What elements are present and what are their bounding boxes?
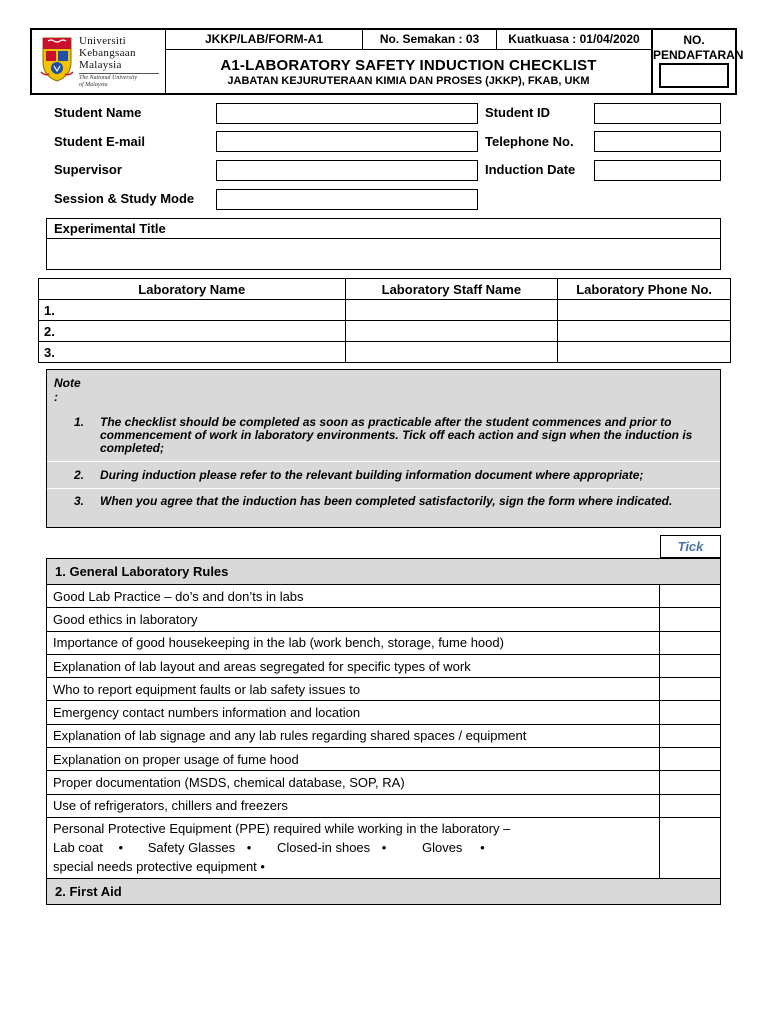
bullet-icon: • [246, 839, 252, 855]
tagline-line: The National University [79, 75, 137, 81]
experimental-title-label: Experimental Title [47, 219, 720, 239]
tick-cell[interactable] [660, 748, 721, 771]
lab-phone-cell[interactable] [558, 300, 731, 321]
note-divider [47, 461, 720, 462]
checklist-table [46, 558, 721, 905]
note-number: 2. [74, 468, 85, 482]
checklist-item: Explanation of lab signage and any lab rules regarding shared spaces / equipment [47, 724, 660, 747]
note-title-line: : [54, 390, 58, 404]
checklist-row [47, 724, 721, 747]
session-mode-field[interactable] [216, 189, 478, 210]
tick-column-header: Tick [660, 535, 721, 558]
form-code: JKKP/LAB/FORM-A1 [166, 30, 363, 50]
tick-cell[interactable] [660, 631, 721, 654]
registration-cell [653, 30, 744, 93]
lab-phone-cell[interactable] [558, 321, 731, 342]
registration-label [653, 33, 744, 63]
lab-name-header: Laboratory Name [39, 279, 346, 300]
ppe-option-closed-shoes: Closed-in shoes [276, 839, 371, 855]
form-subtitle: JABATAN KEJURUTERAAN KIMIA DAN PROSES (JKKP), FKAB, UKM [227, 75, 590, 87]
student-name-label: Student Name [54, 105, 142, 120]
note-text: The checklist should be completed as soon as practicable after the student commences and prior to commencement of work in laboratory environments. Tick off each action and sign when the induction is completed; [100, 415, 693, 455]
lab-name-cell[interactable]: 1. [39, 300, 346, 321]
ppe-options [53, 838, 653, 857]
ppe-option-gloves: Gloves [421, 839, 463, 855]
section-general-rules: 1. General Laboratory Rules [47, 559, 721, 585]
note-number: 3. [74, 494, 85, 508]
supervisor-field[interactable] [216, 160, 478, 181]
tick-cell[interactable] [660, 771, 721, 794]
checklist-row [47, 771, 721, 794]
lab-staff-cell[interactable] [345, 342, 558, 363]
registration-label-line: PENDAFTARAN [653, 48, 744, 62]
checklist-row [47, 585, 721, 608]
tick-cell[interactable] [660, 724, 721, 747]
tick-cell[interactable] [660, 585, 721, 608]
registration-number-field[interactable] [659, 63, 729, 88]
tagline-line: of Malaysia [79, 81, 108, 88]
table-row [39, 300, 731, 321]
lab-phone-cell[interactable] [558, 342, 731, 363]
ppe-option-lab-coat: Lab coat [53, 839, 103, 855]
checklist-item: Good ethics in laboratory [47, 608, 660, 631]
checklist-row [47, 748, 721, 771]
checklist-row-ppe [47, 817, 721, 878]
tick-cell[interactable] [660, 817, 721, 878]
student-email-label: Student E-mail [54, 134, 146, 149]
ukm-crest-icon [40, 36, 74, 82]
university-tagline [79, 73, 159, 88]
checklist-item: Emergency contact numbers information and location [47, 701, 660, 724]
checklist-row [47, 608, 721, 631]
title-cell [166, 50, 653, 93]
lab-staff-cell[interactable] [345, 300, 558, 321]
student-email-field[interactable] [216, 131, 478, 152]
ppe-special [53, 857, 653, 876]
supervisor-label: Supervisor [54, 162, 122, 177]
ppe-option-safety-glasses: Safety Glasses [147, 839, 236, 855]
revision-number: No. Semakan : 03 [363, 30, 497, 50]
session-mode-label: Session & Study Mode [54, 191, 195, 206]
table-row [39, 321, 731, 342]
university-name-line: Universiti [79, 35, 126, 47]
ppe-item [47, 817, 660, 878]
section-header-row [47, 878, 721, 904]
registration-label-line: NO. [683, 33, 705, 47]
university-logo-cell [32, 30, 166, 93]
table-header-row [39, 279, 731, 300]
table-row [39, 342, 731, 363]
note-title-line: Note [54, 376, 81, 390]
experimental-title-box [46, 218, 721, 270]
section-header-row [47, 559, 721, 585]
checklist-item: Proper documentation (MSDS, chemical database, SOP, RA) [47, 771, 660, 794]
tick-cell[interactable] [660, 701, 721, 724]
induction-date-field[interactable] [594, 160, 721, 181]
tick-cell[interactable] [660, 794, 721, 817]
lab-staff-header: Laboratory Staff Name [345, 279, 558, 300]
ppe-option-special: special needs protective equipment [53, 858, 257, 874]
student-id-field[interactable] [594, 103, 721, 124]
ppe-intro: Personal Protective Equipment (PPE) required while working in the laboratory – [53, 820, 511, 836]
note-box [46, 369, 721, 528]
form-title: A1-LABORATORY SAFETY INDUCTION CHECKLIST [220, 57, 597, 74]
university-name-line: Malaysia [79, 59, 122, 71]
lab-name-cell[interactable]: 3. [39, 342, 346, 363]
bullet-icon: • [381, 839, 387, 855]
telephone-field[interactable] [594, 131, 721, 152]
checklist-item: Good Lab Practice – do’s and don’ts in labs [47, 585, 660, 608]
form-header [30, 28, 744, 95]
student-id-label: Student ID [485, 105, 550, 120]
checklist-row [47, 794, 721, 817]
checklist-row [47, 701, 721, 724]
note-number: 1. [74, 415, 85, 429]
checklist-item: Who to report equipment faults or lab safety issues to [47, 678, 660, 701]
laboratory-table [38, 278, 731, 363]
checklist-row [47, 654, 721, 677]
tick-cell[interactable] [660, 608, 721, 631]
checklist-row [47, 631, 721, 654]
bullet-icon: • [260, 858, 265, 874]
induction-date-label: Induction Date [485, 162, 576, 177]
section-first-aid: 2. First Aid [47, 878, 721, 904]
checklist-item: Use of refrigerators, chillers and freezers [47, 794, 660, 817]
bullet-icon: • [118, 839, 124, 855]
checklist-row [47, 678, 721, 701]
university-name-line: Kebangsaan [79, 47, 136, 59]
experimental-title-field[interactable] [47, 239, 720, 269]
effective-date: Kuatkuasa : 01/04/2020 [497, 30, 653, 50]
note-text: During induction please refer to the relevant building information document where appropriate; [100, 468, 644, 482]
lab-name-cell[interactable]: 2. [39, 321, 346, 342]
tick-cell[interactable] [660, 654, 721, 677]
checklist-item: Explanation of lab layout and areas segregated for specific types of work [47, 654, 660, 677]
telephone-label: Telephone No. [485, 134, 574, 149]
checklist-item: Importance of good housekeeping in the lab (work bench, storage, fume hood) [47, 631, 660, 654]
checklist-item: Explanation on proper usage of fume hood [47, 748, 660, 771]
student-name-field[interactable] [216, 103, 478, 124]
lab-phone-header: Laboratory Phone No. [558, 279, 731, 300]
note-text: When you agree that the induction has been completed satisfactorily, sign the form where indicated. [100, 494, 673, 508]
lab-staff-cell[interactable] [345, 321, 558, 342]
note-title [54, 376, 81, 404]
tick-cell[interactable] [660, 678, 721, 701]
bullet-icon: • [480, 839, 485, 855]
note-divider [47, 488, 720, 489]
university-name [79, 35, 136, 71]
